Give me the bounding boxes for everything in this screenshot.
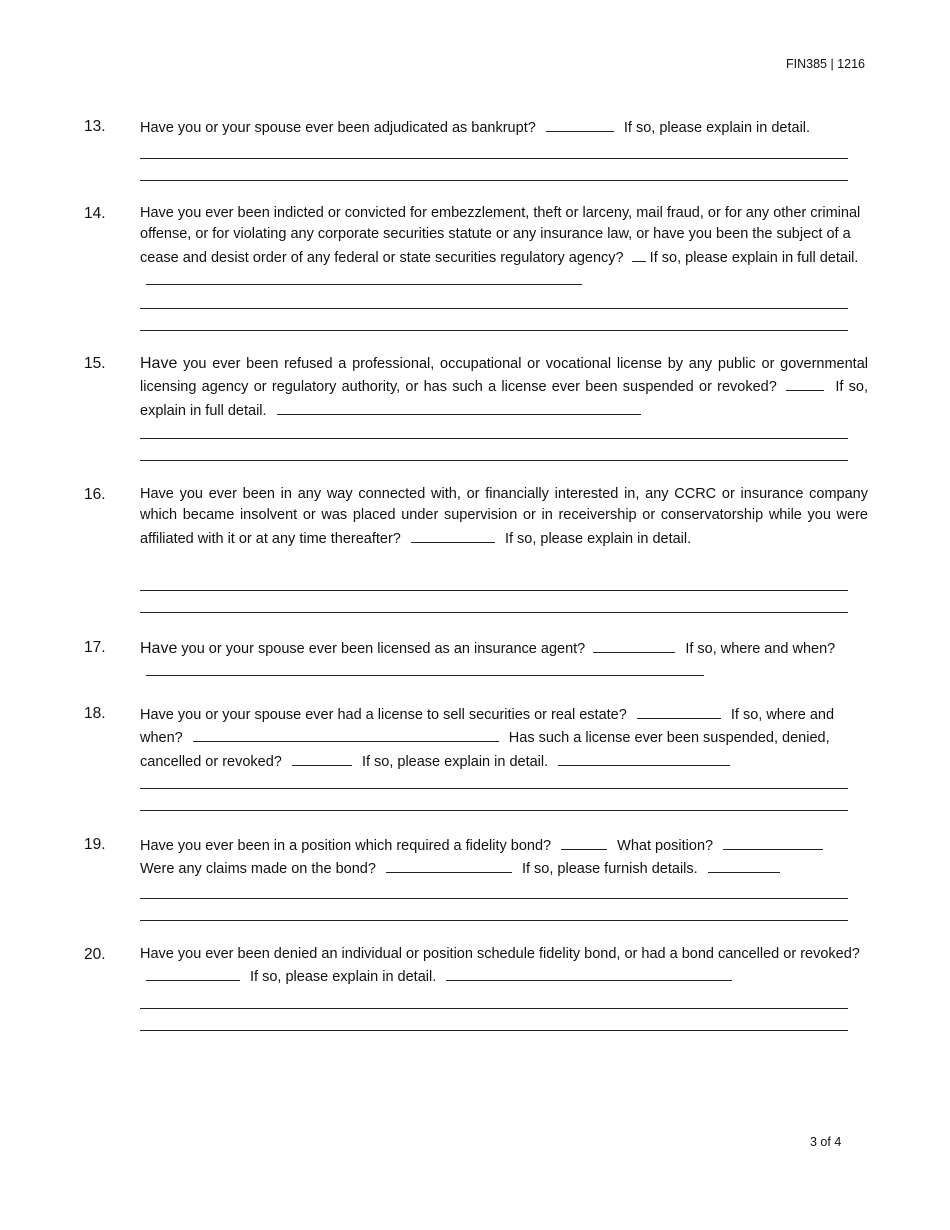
answer-blank[interactable] xyxy=(446,965,732,981)
answer-blank[interactable] xyxy=(146,660,704,676)
question-14 xyxy=(84,203,868,292)
question-text: If so, where and when? xyxy=(685,641,836,657)
explanation-line[interactable] xyxy=(140,180,848,181)
question-20 xyxy=(84,944,868,989)
answer-blank[interactable] xyxy=(632,246,646,262)
question-text: If so, please explain in detail. xyxy=(504,530,692,547)
answer-blank[interactable] xyxy=(708,857,780,873)
page-number: 3 of 4 xyxy=(810,1135,842,1149)
question-number: 20. xyxy=(84,946,106,963)
question-text: If so, please furnish details. xyxy=(521,861,698,878)
explanation-line[interactable] xyxy=(140,920,848,921)
question-18 xyxy=(84,703,868,773)
question-13 xyxy=(84,116,868,139)
explanation-line[interactable] xyxy=(140,438,848,439)
explanation-line[interactable] xyxy=(140,308,848,309)
form-code: FIN385 | 1216 xyxy=(786,57,865,71)
answer-blank[interactable] xyxy=(558,750,730,766)
question-text: Have you ever been in any way connected with, or financially interested in, any CCRC or insurance company which became insolvent or was placed under supervision or in receivership or conservatorship while you were affiliated with it or at any time thereafter? xyxy=(140,486,868,547)
explanation-line[interactable] xyxy=(140,612,848,613)
question-text: Were any claims made on the bond? xyxy=(140,861,376,878)
question-number: 16. xyxy=(84,486,106,503)
question-number: 13. xyxy=(84,118,106,135)
question-15 xyxy=(84,353,868,422)
question-text: Have you ever been indicted or convicted for embezzlement, theft or larceny, mail fraud, or for any other criminal offense, or for violating any corporate securities statute or any insurance law, or have you been the subject of a cease and desist order of any federal or state securities regulatory agency? xyxy=(140,205,861,266)
explanation-line[interactable] xyxy=(140,898,848,899)
explanation-line[interactable] xyxy=(140,460,848,461)
explanation-line[interactable] xyxy=(140,590,848,591)
question-text: Have you or your spouse ever been adjudicated as bankrupt? xyxy=(140,120,536,136)
explanation-line[interactable] xyxy=(140,158,848,159)
question-number: 18. xyxy=(84,705,106,722)
explanation-line[interactable] xyxy=(140,788,848,789)
question-text: Have you ever been denied an individual or position schedule fidelity bond, or had a bond cancelled or revoked? xyxy=(140,946,860,962)
answer-blank[interactable] xyxy=(146,269,582,285)
explanation-line[interactable] xyxy=(140,1030,848,1031)
question-number: 14. xyxy=(84,205,106,222)
question-text: If so, please explain in full detail. xyxy=(649,249,859,266)
question-text: you ever been refused a professional, occupational or vocational license by any public or governmental licensing agency or regulatory authority, or has such a license ever been suspended or revoked? xyxy=(140,356,868,396)
question-lead: Have xyxy=(140,640,178,657)
question-text: If so, please explain in detail. xyxy=(623,120,811,136)
answer-blank[interactable] xyxy=(561,834,607,850)
question-text: What position? xyxy=(617,838,714,854)
question-number: 19. xyxy=(84,836,106,853)
question-number: 17. xyxy=(84,639,106,656)
explanation-line[interactable] xyxy=(140,1008,848,1009)
question-text: If so, where and when? xyxy=(140,707,835,747)
question-text: you or your spouse ever been licensed as an insurance agent? xyxy=(181,641,586,657)
answer-blank[interactable] xyxy=(637,703,721,719)
question-text: Has such a license ever been suspended, denied, cancelled or revoked? xyxy=(140,730,830,770)
question-19 xyxy=(84,834,868,881)
question-text: If so, please explain in detail. xyxy=(361,753,549,770)
answer-blank[interactable] xyxy=(593,637,675,653)
answer-blank[interactable] xyxy=(193,726,499,742)
answer-blank[interactable] xyxy=(292,750,352,766)
question-text: If so, explain in full detail. xyxy=(140,379,869,419)
question-text: Have you or your spouse ever had a license to sell securities or real estate? xyxy=(140,707,627,723)
question-17 xyxy=(84,637,868,684)
answer-blank[interactable] xyxy=(411,527,495,543)
answer-blank[interactable] xyxy=(386,857,512,873)
question-16 xyxy=(84,484,868,550)
question-number: 15. xyxy=(84,355,106,372)
question-text: If so, please explain in detail. xyxy=(250,969,437,986)
answer-blank[interactable] xyxy=(723,834,823,850)
answer-blank[interactable] xyxy=(786,375,824,391)
explanation-line[interactable] xyxy=(140,810,848,811)
answer-blank[interactable] xyxy=(277,399,641,415)
question-text: Have you ever been in a position which required a fidelity bond? xyxy=(140,838,552,854)
answer-blank[interactable] xyxy=(546,116,614,132)
answer-blank[interactable] xyxy=(146,965,240,981)
explanation-line[interactable] xyxy=(140,330,848,331)
question-lead: Have xyxy=(140,355,178,372)
